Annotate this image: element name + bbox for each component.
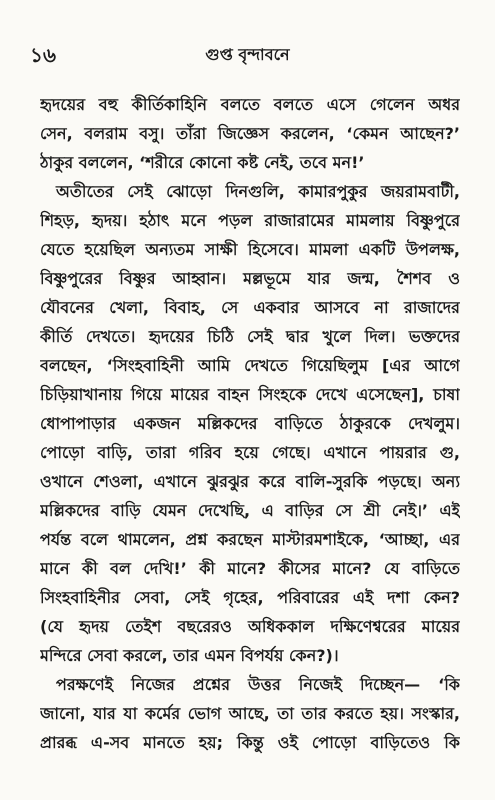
- paragraph-3: [40, 670, 460, 757]
- text-line: পর্যন্ত বলে থামলেন, প্রশ্ন করছেন মাস্টারমশাইকে, ‘আচ্ছা, এর: [40, 530, 460, 549]
- text-line: হৃদয়ের বহু কীর্তিকাহিনি বলতে বলতে এসে গেলেন অধর: [40, 95, 460, 114]
- text-line: মানে কী বল দেখি!’ কী মানে? কীসের মানে? যে বাড়িতে: [40, 559, 460, 578]
- text-line: শিহড়, হৃদয়। হঠাৎ মনে পড়ল রাজারামের মামলায় বিষ্ণুপুরে: [40, 211, 460, 230]
- text-line: ঠাকুর বললেন, ‘শরীরে কোনো কষ্ট নেই, তবে মন!’: [40, 153, 365, 172]
- running-title: গুপ্ত বৃন্দাবনে: [205, 45, 290, 64]
- text-line: পরক্ষণেই নিজের প্রশ্নের উত্তর নিজেই দিচ্ছেন— ‘কি: [56, 675, 460, 694]
- text-line: বিষ্ণুপুরের বিষ্ণুর আহ্বান। মল্লভূমে যার জন্ম, শৈশব ও: [40, 269, 460, 288]
- text-line: সেন, বলরাম বসু। তাঁরা জিজ্ঞেস করলেন, ‘কেমন আছেন?’: [40, 124, 460, 143]
- page-header: [0, 40, 495, 70]
- body-text: [40, 90, 460, 757]
- text-line: মন্দিরে সেবা করলে, তার এমন বিপর্যয় কেন?)।: [40, 646, 339, 665]
- text-line: পোড়ো বাড়ি, তারা গরিব হয়ে গেছে। এখানে পায়রার গু,: [40, 443, 460, 462]
- text-line: ধোপাপাড়ার একজন মল্লিকদের বাড়িতে ঠাকুরকে দেখলুম।: [40, 414, 460, 433]
- text-line: যেতে হয়েছিল অন্যতম সাক্ষী হিসেবে। মামলা একটি উপলক্ষ,: [40, 240, 460, 259]
- text-line: ওখানে শেওলা, এখানে ঝুরঝুর করে বালি-সুরকি পড়ছে। অন্য: [40, 472, 460, 491]
- text-line: (যে হৃদয় তেইশ বছরেরও অধিককাল দক্ষিণেশ্বরের মায়ের: [40, 617, 460, 636]
- text-line: চিড়িয়াখানায় গিয়ে মায়ের বাহন সিংহকে দেখে এসেছেন], চাষা: [40, 385, 460, 404]
- text-line: জানো, যার যা কর্মের ভোগ আছে, তা তার করতে হয়। সংস্কার,: [40, 704, 460, 723]
- text-line: মল্লিকদের বাড়ি যেমন দেখেছি, এ বাড়ির সে শ্রী নেই।’ এই: [40, 501, 460, 520]
- text-line: প্রারব্ধ এ-সব মানতে হয়; কিন্তু ওই পোড়ো বাড়িতেও কি: [40, 733, 460, 752]
- text-line: সিংহবাহিনীর সেবা, সেই গৃহের, পরিবারের এই দশা কেন?: [40, 588, 460, 607]
- paragraph-2: [40, 177, 460, 670]
- paragraph-1: [40, 90, 460, 177]
- text-line: বলছেন, ‘সিংহবাহিনী আমি দেখতে গিয়েছিলুম [এর আগে: [40, 356, 460, 375]
- text-line: কীর্তি দেখতে। হৃদয়ের চিঠি সেই দ্বার খুলে দিল। ভক্তদের: [40, 327, 460, 346]
- text-line: যৌবনের খেলা, বিবাহ, সে একবার আসবে না রাজাদের: [40, 298, 460, 317]
- page-number: ১৬: [30, 43, 56, 67]
- text-line: অতীতের সেই ঝোড়ো দিনগুলি, কামারপুকুর জয়রামবাটী,: [56, 182, 460, 201]
